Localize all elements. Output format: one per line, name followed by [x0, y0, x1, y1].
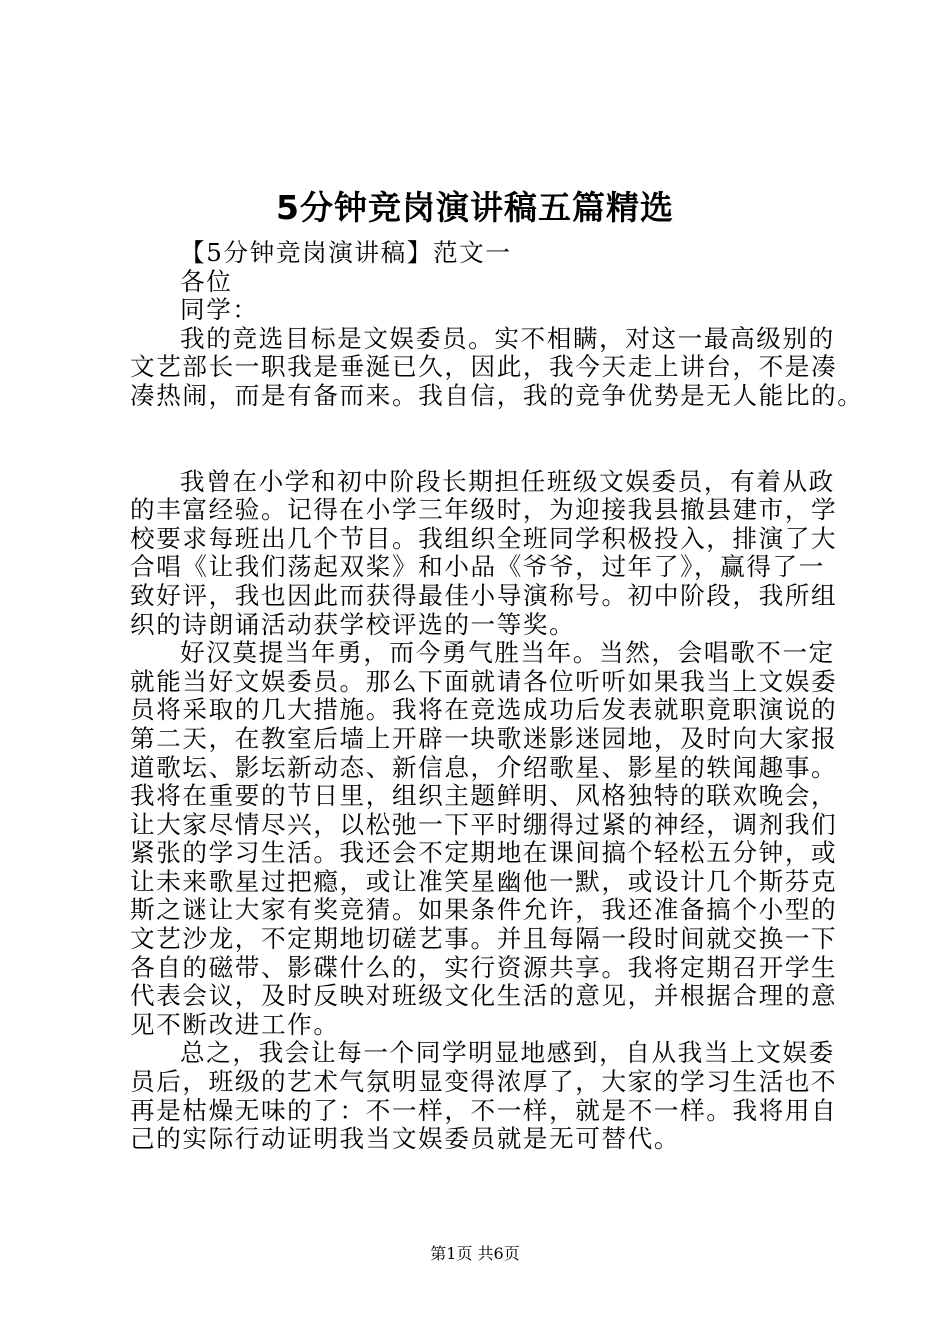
paragraph-line: 紧张的学习生活。我还会不定期地在课间搞个轻松五分钟，或 — [130, 838, 838, 868]
paragraph-line: 让未来歌星过把瘾，或让准笑星幽他一默，或设计几个斯芬克 — [130, 866, 838, 896]
paragraph-line: 的丰富经验。记得在小学三年级时，为迎接我县撤县建市，学 — [130, 495, 838, 525]
paragraph-line: 各自的磁带、影碟什么的，实行资源共享。我将定期召开学生 — [130, 952, 838, 982]
paragraph-line: 就能当好文娱委员。那么下面就请各位听听如果我当上文娱委 — [130, 666, 838, 696]
paragraph-line: 致好评，我也因此而获得最佳小导演称号。初中阶段，我所组 — [130, 580, 838, 610]
paragraph-line: 斯之谜让大家有奖竞猜。如果条件允许，我还准备搞个小型的 — [130, 895, 838, 925]
paragraph-line: 见不断改进工作。 — [130, 1009, 340, 1039]
paragraph-line: 道歌坛、影坛新动态、新信息，介绍歌星、影星的轶闻趣事。 — [130, 752, 838, 782]
paragraph-line: 员后，班级的艺术气氛明显变得浓厚了，大家的学习生活也不 — [130, 1067, 838, 1097]
paragraph-gap — [130, 411, 842, 468]
paragraph-line: 我将在重要的节日里，组织主题鲜明、风格独特的联欢晚会， — [130, 781, 838, 811]
paragraph-line: 己的实际行动证明我当文娱委员就是无可替代。 — [130, 1124, 681, 1154]
document-body — [130, 238, 864, 1154]
paragraph-line: 我的竞选目标是文娱委员。实不相瞒，对这一最高级别的 — [180, 323, 835, 353]
page-footer: 第1页 共6页 — [430, 1244, 520, 1263]
paragraph-line: 我曾在小学和初中阶段长期担任班级文娱委员，有着从政 — [180, 466, 835, 496]
paragraph-line: 第二天，在教室后墙上开辟一块歌迷影迷园地，及时向大家报 — [130, 723, 838, 753]
document-title: 5分钟竞岗演讲稿五篇精选 — [276, 188, 674, 227]
salutation-line: 同学： — [180, 295, 259, 325]
paragraph-line: 校要求每班出几个节目。我组织全班同学积极投入，排演了大 — [130, 523, 838, 553]
paragraph-line: 文艺部长一职我是垂涎已久，因此，我今天走上讲台，不是凑 — [130, 352, 838, 382]
paragraph-line: 合唱《让我们荡起双桨》和小品《爷爷，过年了》，赢得了一 — [130, 552, 825, 582]
paragraph-line: 文艺沙龙，不定期地切磋艺事。并且每隔一段时间就交换一下 — [130, 924, 838, 954]
paragraph-line: 凑热闹，而是有备而来。我自信，我的竞争优势是无人能比的。 — [130, 380, 864, 410]
paragraph-line: 员将采取的几大措施。我将在竞选成功后发表就职竟职演说的 — [130, 695, 838, 725]
paragraph-line: 织的诗朗诵活动获学校评选的一等奖。 — [130, 609, 576, 639]
section-heading: 【5分钟竞岗演讲稿】范文一 — [180, 238, 512, 267]
paragraph-line: 好汉莫提当年勇，而今勇气胜当年。当然，会唱歌不一定 — [180, 638, 835, 668]
paragraph-line: 总之，我会让每一个同学明显地感到，自从我当上文娱委 — [180, 1038, 835, 1068]
paragraph-line: 再是枯燥无味的了：不一样，不一样，就是不一样。我将用自 — [130, 1095, 838, 1125]
paragraph-line: 让大家尽情尽兴，以松弛一下平时绷得过紧的神经，调剂我们 — [130, 809, 838, 839]
paragraph-line: 代表会议，及时反映对班级文化生活的意见，并根据合理的意 — [130, 981, 838, 1011]
salutation-line: 各位 — [180, 266, 233, 296]
